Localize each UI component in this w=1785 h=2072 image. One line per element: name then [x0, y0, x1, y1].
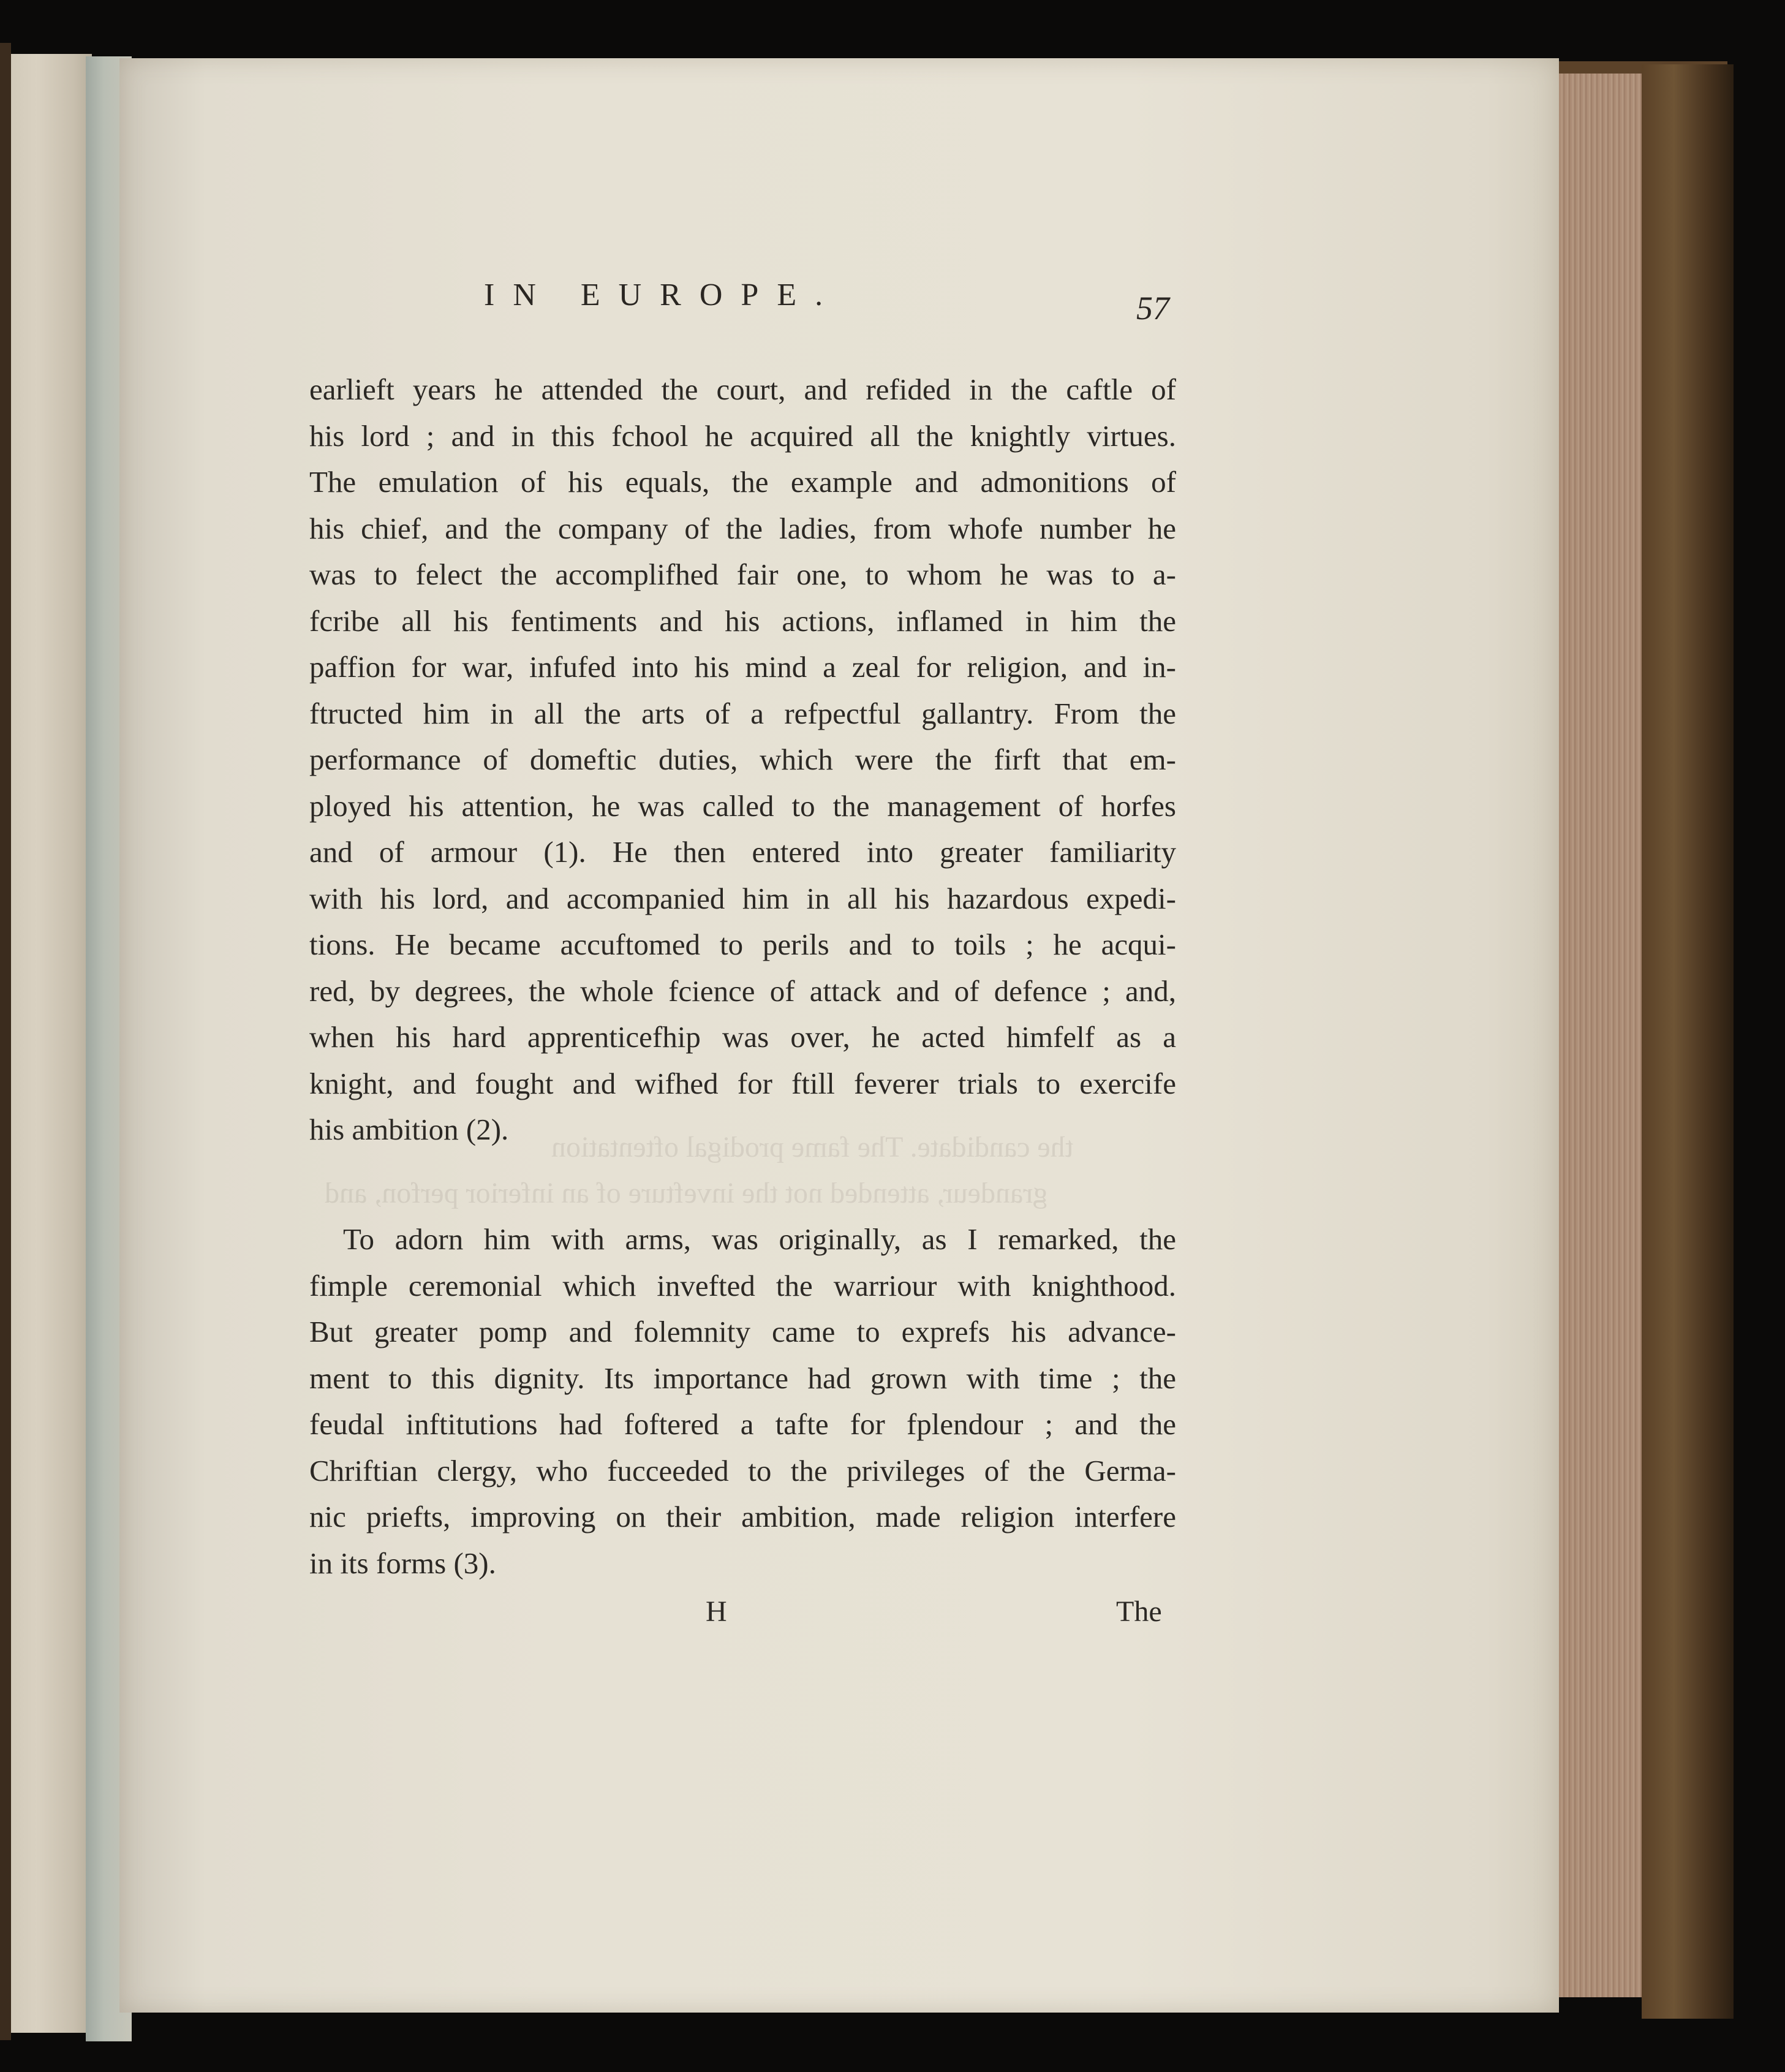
text-line: ftructed him in all the arts of a refpectful gallantry. From the [309, 696, 1176, 730]
text-line: Chriftian clergy, who fucceeded to the privileges of the Germa- [309, 1453, 1176, 1488]
text-line: feudal inftitutions had foftered a tafte for fplendour ; and the [309, 1407, 1176, 1441]
text-line: tions. He became accuftomed to perils and to toils ; he acqui- [309, 928, 1176, 961]
text-line: and of armour (1). He then entered into greater familiarity [309, 835, 1176, 869]
text-line: red, by degrees, the whole fcience of attack and of defence ; and, [309, 974, 1176, 1008]
text-line: ployed his attention, he was called to the management of horfes [309, 788, 1176, 823]
text-line: his lord ; and in this fchool he acquired all the knightly virtues. [309, 418, 1176, 453]
page-block-edges [1544, 74, 1648, 1997]
facing-page [0, 54, 92, 2033]
text-line: nic priefts, improving on their ambition, made religion interfere [309, 1500, 1176, 1533]
paragraph [309, 366, 1176, 1153]
signature-mark: H [706, 1595, 727, 1628]
text-line: fimple ceremonial which invefted the warriour with knighthood. [309, 1268, 1176, 1303]
text-line: The emulation of his equals, the example and admonitions of [309, 465, 1176, 499]
text-line: his ambition (2). [309, 1113, 509, 1146]
text-line: To adorn him with arms, was originally, as I remarked, the [343, 1222, 1176, 1256]
back-cover-board [1642, 64, 1734, 2019]
show-through-text: grandeur, attended not the invefture of an inferior perfon, and [325, 1177, 1048, 1209]
left-cover-edge [0, 43, 11, 2040]
text-line: when his hard apprenticefhip was over, he acted himfelf as a [309, 1020, 1176, 1054]
page-number: 57 [1136, 290, 1169, 327]
running-head: IN EUROPE. [484, 278, 842, 312]
text-line: ment to this dignity. Its importance had grown with time ; the [309, 1361, 1176, 1395]
text-line: with his lord, and accompanied him in all his hazardous expedi- [309, 881, 1176, 915]
text-line: knight, and fought and wifhed for ftill feverer trials to exercife [309, 1066, 1176, 1100]
text-line: his chief, and the company of the ladies, from whofe number he [309, 511, 1176, 545]
text-line: But greater pomp and folemnity came to exprefs his advance- [309, 1315, 1176, 1348]
paragraph [309, 1216, 1176, 1586]
text-line: performance of domeftic duties, which were the firft that em- [309, 743, 1176, 776]
text-line: earlieft years he attended the court, and refided in the caftle of [309, 372, 1176, 406]
show-through-text: the candidate. The fame prodigal oftentation [551, 1131, 1074, 1163]
text-line: in its forms (3). [309, 1546, 496, 1580]
text-line: paffion for war, infufed into his mind a zeal for religion, and in- [309, 650, 1176, 684]
text-line: fcribe all his fentiments and his actions, inflamed in him the [309, 603, 1176, 638]
text-line: was to felect the accomplifhed fair one, to whom he was to a- [309, 558, 1176, 591]
catchword: The [1116, 1595, 1162, 1628]
